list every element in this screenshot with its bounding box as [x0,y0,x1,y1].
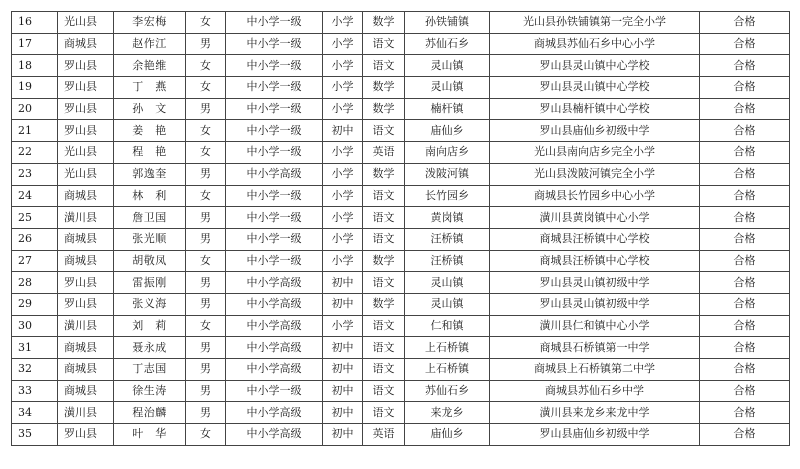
county-cell: 罗山县 [58,77,114,99]
teacher-name-cell: 余艳维 [114,55,186,77]
title-level-cell: 中小学高级 [226,293,323,315]
teacher-name-cell: 徐生涛 [114,380,186,402]
gender-cell: 男 [186,402,226,424]
gender-cell: 女 [186,55,226,77]
row-number-cell: 33 [12,380,58,402]
school-stage-cell: 小学 [323,33,363,55]
gender-cell: 男 [186,163,226,185]
title-level-cell: 中小学高级 [226,337,323,359]
title-level-cell: 中小学一级 [226,380,323,402]
result-cell: 合格 [700,380,790,402]
result-cell: 合格 [700,77,790,99]
school-name-cell: 光山县泼陂河镇完全小学 [490,163,700,185]
subject-cell: 语文 [363,207,405,229]
result-cell: 合格 [700,185,790,207]
table-row [12,77,790,99]
teacher-name-cell: 程 艳 [114,142,186,164]
row-number-cell: 29 [12,293,58,315]
table-row [12,380,790,402]
title-level-cell: 中小学一级 [226,228,323,250]
township-cell: 楠杆镇 [405,98,490,120]
gender-cell: 男 [186,380,226,402]
school-stage-cell: 小学 [323,77,363,99]
township-cell: 灵山镇 [405,293,490,315]
school-name-cell: 商城县汪桥镇中心学校 [490,228,700,250]
county-cell: 罗山县 [58,272,114,294]
table-row [12,12,790,34]
school-name-cell: 商城县长竹园乡中心小学 [490,185,700,207]
county-cell: 罗山县 [58,424,114,446]
school-name-cell: 商城县苏仙石乡中心小学 [490,33,700,55]
row-number-cell: 21 [12,120,58,142]
subject-cell: 语文 [363,272,405,294]
school-name-cell: 光山县孙铁铺镇第一完全小学 [490,12,700,34]
school-stage-cell: 小学 [323,55,363,77]
result-cell: 合格 [700,250,790,272]
row-number-cell: 19 [12,77,58,99]
teacher-name-cell: 雷振刚 [114,272,186,294]
teacher-name-cell: 程治麟 [114,402,186,424]
school-stage-cell: 初中 [323,293,363,315]
teacher-name-cell: 张义海 [114,293,186,315]
result-cell: 合格 [700,55,790,77]
result-cell: 合格 [700,98,790,120]
gender-cell: 男 [186,337,226,359]
row-number-cell: 31 [12,337,58,359]
table-row [12,402,790,424]
school-name-cell: 罗山县灵山镇初级中学 [490,272,700,294]
title-level-cell: 中小学一级 [226,12,323,34]
table-row [12,424,790,446]
row-number-cell: 20 [12,98,58,120]
title-level-cell: 中小学高级 [226,424,323,446]
gender-cell: 女 [186,315,226,337]
school-stage-cell: 初中 [323,337,363,359]
school-stage-cell: 初中 [323,120,363,142]
county-cell: 潢川县 [58,315,114,337]
township-cell: 孙铁铺镇 [405,12,490,34]
school-stage-cell: 小学 [323,228,363,250]
table-row [12,359,790,381]
county-cell: 潢川县 [58,402,114,424]
school-stage-cell: 初中 [323,359,363,381]
title-level-cell: 中小学一级 [226,120,323,142]
school-stage-cell: 小学 [323,163,363,185]
result-cell: 合格 [700,163,790,185]
result-cell: 合格 [700,315,790,337]
title-level-cell: 中小学高级 [226,315,323,337]
result-cell: 合格 [700,207,790,229]
result-cell: 合格 [700,228,790,250]
subject-cell: 语文 [363,315,405,337]
table-body [12,12,790,446]
title-level-cell: 中小学一级 [226,142,323,164]
county-cell: 罗山县 [58,55,114,77]
teacher-name-cell: 林 利 [114,185,186,207]
township-cell: 黄岗镇 [405,207,490,229]
subject-cell: 语文 [363,55,405,77]
township-cell: 苏仙石乡 [405,33,490,55]
gender-cell: 男 [186,98,226,120]
gender-cell: 女 [186,142,226,164]
subject-cell: 数学 [363,293,405,315]
results-table [11,11,790,446]
table-row [12,293,790,315]
teacher-name-cell: 郭逸奎 [114,163,186,185]
table-row [12,207,790,229]
table-row [12,33,790,55]
school-stage-cell: 初中 [323,272,363,294]
result-cell: 合格 [700,33,790,55]
township-cell: 仁和镇 [405,315,490,337]
township-cell: 来龙乡 [405,402,490,424]
county-cell: 潢川县 [58,207,114,229]
row-number-cell: 27 [12,250,58,272]
gender-cell: 女 [186,185,226,207]
table-row [12,272,790,294]
title-level-cell: 中小学一级 [226,207,323,229]
gender-cell: 男 [186,207,226,229]
gender-cell: 男 [186,293,226,315]
title-level-cell: 中小学一级 [226,77,323,99]
subject-cell: 英语 [363,424,405,446]
teacher-name-cell: 刘 莉 [114,315,186,337]
township-cell: 汪桥镇 [405,228,490,250]
teacher-name-cell: 李宏梅 [114,12,186,34]
result-cell: 合格 [700,293,790,315]
title-level-cell: 中小学一级 [226,250,323,272]
subject-cell: 英语 [363,142,405,164]
title-level-cell: 中小学一级 [226,55,323,77]
table-row [12,98,790,120]
school-name-cell: 潢川县黄岗镇中心小学 [490,207,700,229]
row-number-cell: 30 [12,315,58,337]
subject-cell: 语文 [363,402,405,424]
gender-cell: 男 [186,272,226,294]
county-cell: 商城县 [58,380,114,402]
row-number-cell: 22 [12,142,58,164]
school-stage-cell: 小学 [323,315,363,337]
row-number-cell: 17 [12,33,58,55]
teacher-name-cell: 詹卫国 [114,207,186,229]
school-name-cell: 潢川县仁和镇中心小学 [490,315,700,337]
subject-cell: 数学 [363,163,405,185]
result-cell: 合格 [700,337,790,359]
title-level-cell: 中小学一级 [226,33,323,55]
teacher-name-cell: 赵作江 [114,33,186,55]
subject-cell: 语文 [363,120,405,142]
school-stage-cell: 初中 [323,380,363,402]
gender-cell: 男 [186,228,226,250]
subject-cell: 数学 [363,98,405,120]
teacher-name-cell: 胡敬凤 [114,250,186,272]
school-name-cell: 商城县石桥镇第一中学 [490,337,700,359]
subject-cell: 语文 [363,185,405,207]
result-cell: 合格 [700,359,790,381]
school-stage-cell: 小学 [323,207,363,229]
table-row [12,337,790,359]
township-cell: 长竹园乡 [405,185,490,207]
township-cell: 南向店乡 [405,142,490,164]
table-row [12,315,790,337]
county-cell: 商城县 [58,228,114,250]
county-cell: 商城县 [58,33,114,55]
county-cell: 罗山县 [58,293,114,315]
gender-cell: 女 [186,424,226,446]
row-number-cell: 25 [12,207,58,229]
subject-cell: 数学 [363,250,405,272]
teacher-name-cell: 丁 燕 [114,77,186,99]
county-cell: 光山县 [58,12,114,34]
title-level-cell: 中小学高级 [226,359,323,381]
row-number-cell: 18 [12,55,58,77]
school-stage-cell: 初中 [323,402,363,424]
table-row [12,55,790,77]
township-cell: 灵山镇 [405,272,490,294]
school-name-cell: 商城县汪桥镇中心学校 [490,250,700,272]
gender-cell: 男 [186,33,226,55]
school-stage-cell: 小学 [323,12,363,34]
school-stage-cell: 小学 [323,142,363,164]
school-name-cell: 潢川县来龙乡来龙中学 [490,402,700,424]
county-cell: 商城县 [58,250,114,272]
result-cell: 合格 [700,120,790,142]
table-row [12,228,790,250]
township-cell: 泼陂河镇 [405,163,490,185]
teacher-name-cell: 叶 华 [114,424,186,446]
table-row [12,250,790,272]
row-number-cell: 26 [12,228,58,250]
result-cell: 合格 [700,424,790,446]
row-number-cell: 16 [12,12,58,34]
township-cell: 庙仙乡 [405,424,490,446]
school-stage-cell: 小学 [323,250,363,272]
subject-cell: 语文 [363,380,405,402]
school-name-cell: 罗山县灵山镇中心学校 [490,77,700,99]
school-name-cell: 罗山县楠杆镇中心学校 [490,98,700,120]
result-cell: 合格 [700,402,790,424]
township-cell: 灵山镇 [405,77,490,99]
school-name-cell: 商城县上石桥镇第二中学 [490,359,700,381]
row-number-cell: 28 [12,272,58,294]
title-level-cell: 中小学一级 [226,98,323,120]
school-name-cell: 罗山县灵山镇中心学校 [490,55,700,77]
township-cell: 上石桥镇 [405,337,490,359]
gender-cell: 女 [186,250,226,272]
school-name-cell: 商城县苏仙石乡中学 [490,380,700,402]
township-cell: 灵山镇 [405,55,490,77]
township-cell: 上石桥镇 [405,359,490,381]
result-cell: 合格 [700,272,790,294]
subject-cell: 数学 [363,12,405,34]
school-stage-cell: 小学 [323,185,363,207]
gender-cell: 女 [186,77,226,99]
gender-cell: 女 [186,12,226,34]
subject-cell: 语文 [363,359,405,381]
subject-cell: 语文 [363,228,405,250]
county-cell: 罗山县 [58,98,114,120]
title-level-cell: 中小学高级 [226,163,323,185]
teacher-name-cell: 聂永成 [114,337,186,359]
table-row [12,163,790,185]
subject-cell: 语文 [363,33,405,55]
county-cell: 商城县 [58,337,114,359]
table-row [12,142,790,164]
school-name-cell: 光山县南向店乡完全小学 [490,142,700,164]
school-name-cell: 罗山县灵山镇初级中学 [490,293,700,315]
subject-cell: 数学 [363,77,405,99]
teacher-name-cell: 丁志国 [114,359,186,381]
gender-cell: 女 [186,120,226,142]
county-cell: 罗山县 [58,120,114,142]
subject-cell: 语文 [363,337,405,359]
table-row [12,185,790,207]
township-cell: 庙仙乡 [405,120,490,142]
row-number-cell: 35 [12,424,58,446]
results-sheet [11,11,789,446]
gender-cell: 男 [186,359,226,381]
row-number-cell: 34 [12,402,58,424]
teacher-name-cell: 姜 艳 [114,120,186,142]
teacher-name-cell: 孙 文 [114,98,186,120]
teacher-name-cell: 张光顺 [114,228,186,250]
township-cell: 汪桥镇 [405,250,490,272]
table-row [12,120,790,142]
title-level-cell: 中小学高级 [226,272,323,294]
county-cell: 光山县 [58,163,114,185]
row-number-cell: 32 [12,359,58,381]
school-name-cell: 罗山县庙仙乡初级中学 [490,424,700,446]
county-cell: 光山县 [58,142,114,164]
township-cell: 苏仙石乡 [405,380,490,402]
county-cell: 商城县 [58,185,114,207]
row-number-cell: 23 [12,163,58,185]
title-level-cell: 中小学一级 [226,185,323,207]
school-stage-cell: 初中 [323,424,363,446]
school-name-cell: 罗山县庙仙乡初级中学 [490,120,700,142]
title-level-cell: 中小学高级 [226,402,323,424]
row-number-cell: 24 [12,185,58,207]
county-cell: 商城县 [58,359,114,381]
result-cell: 合格 [700,142,790,164]
school-stage-cell: 小学 [323,98,363,120]
result-cell: 合格 [700,12,790,34]
